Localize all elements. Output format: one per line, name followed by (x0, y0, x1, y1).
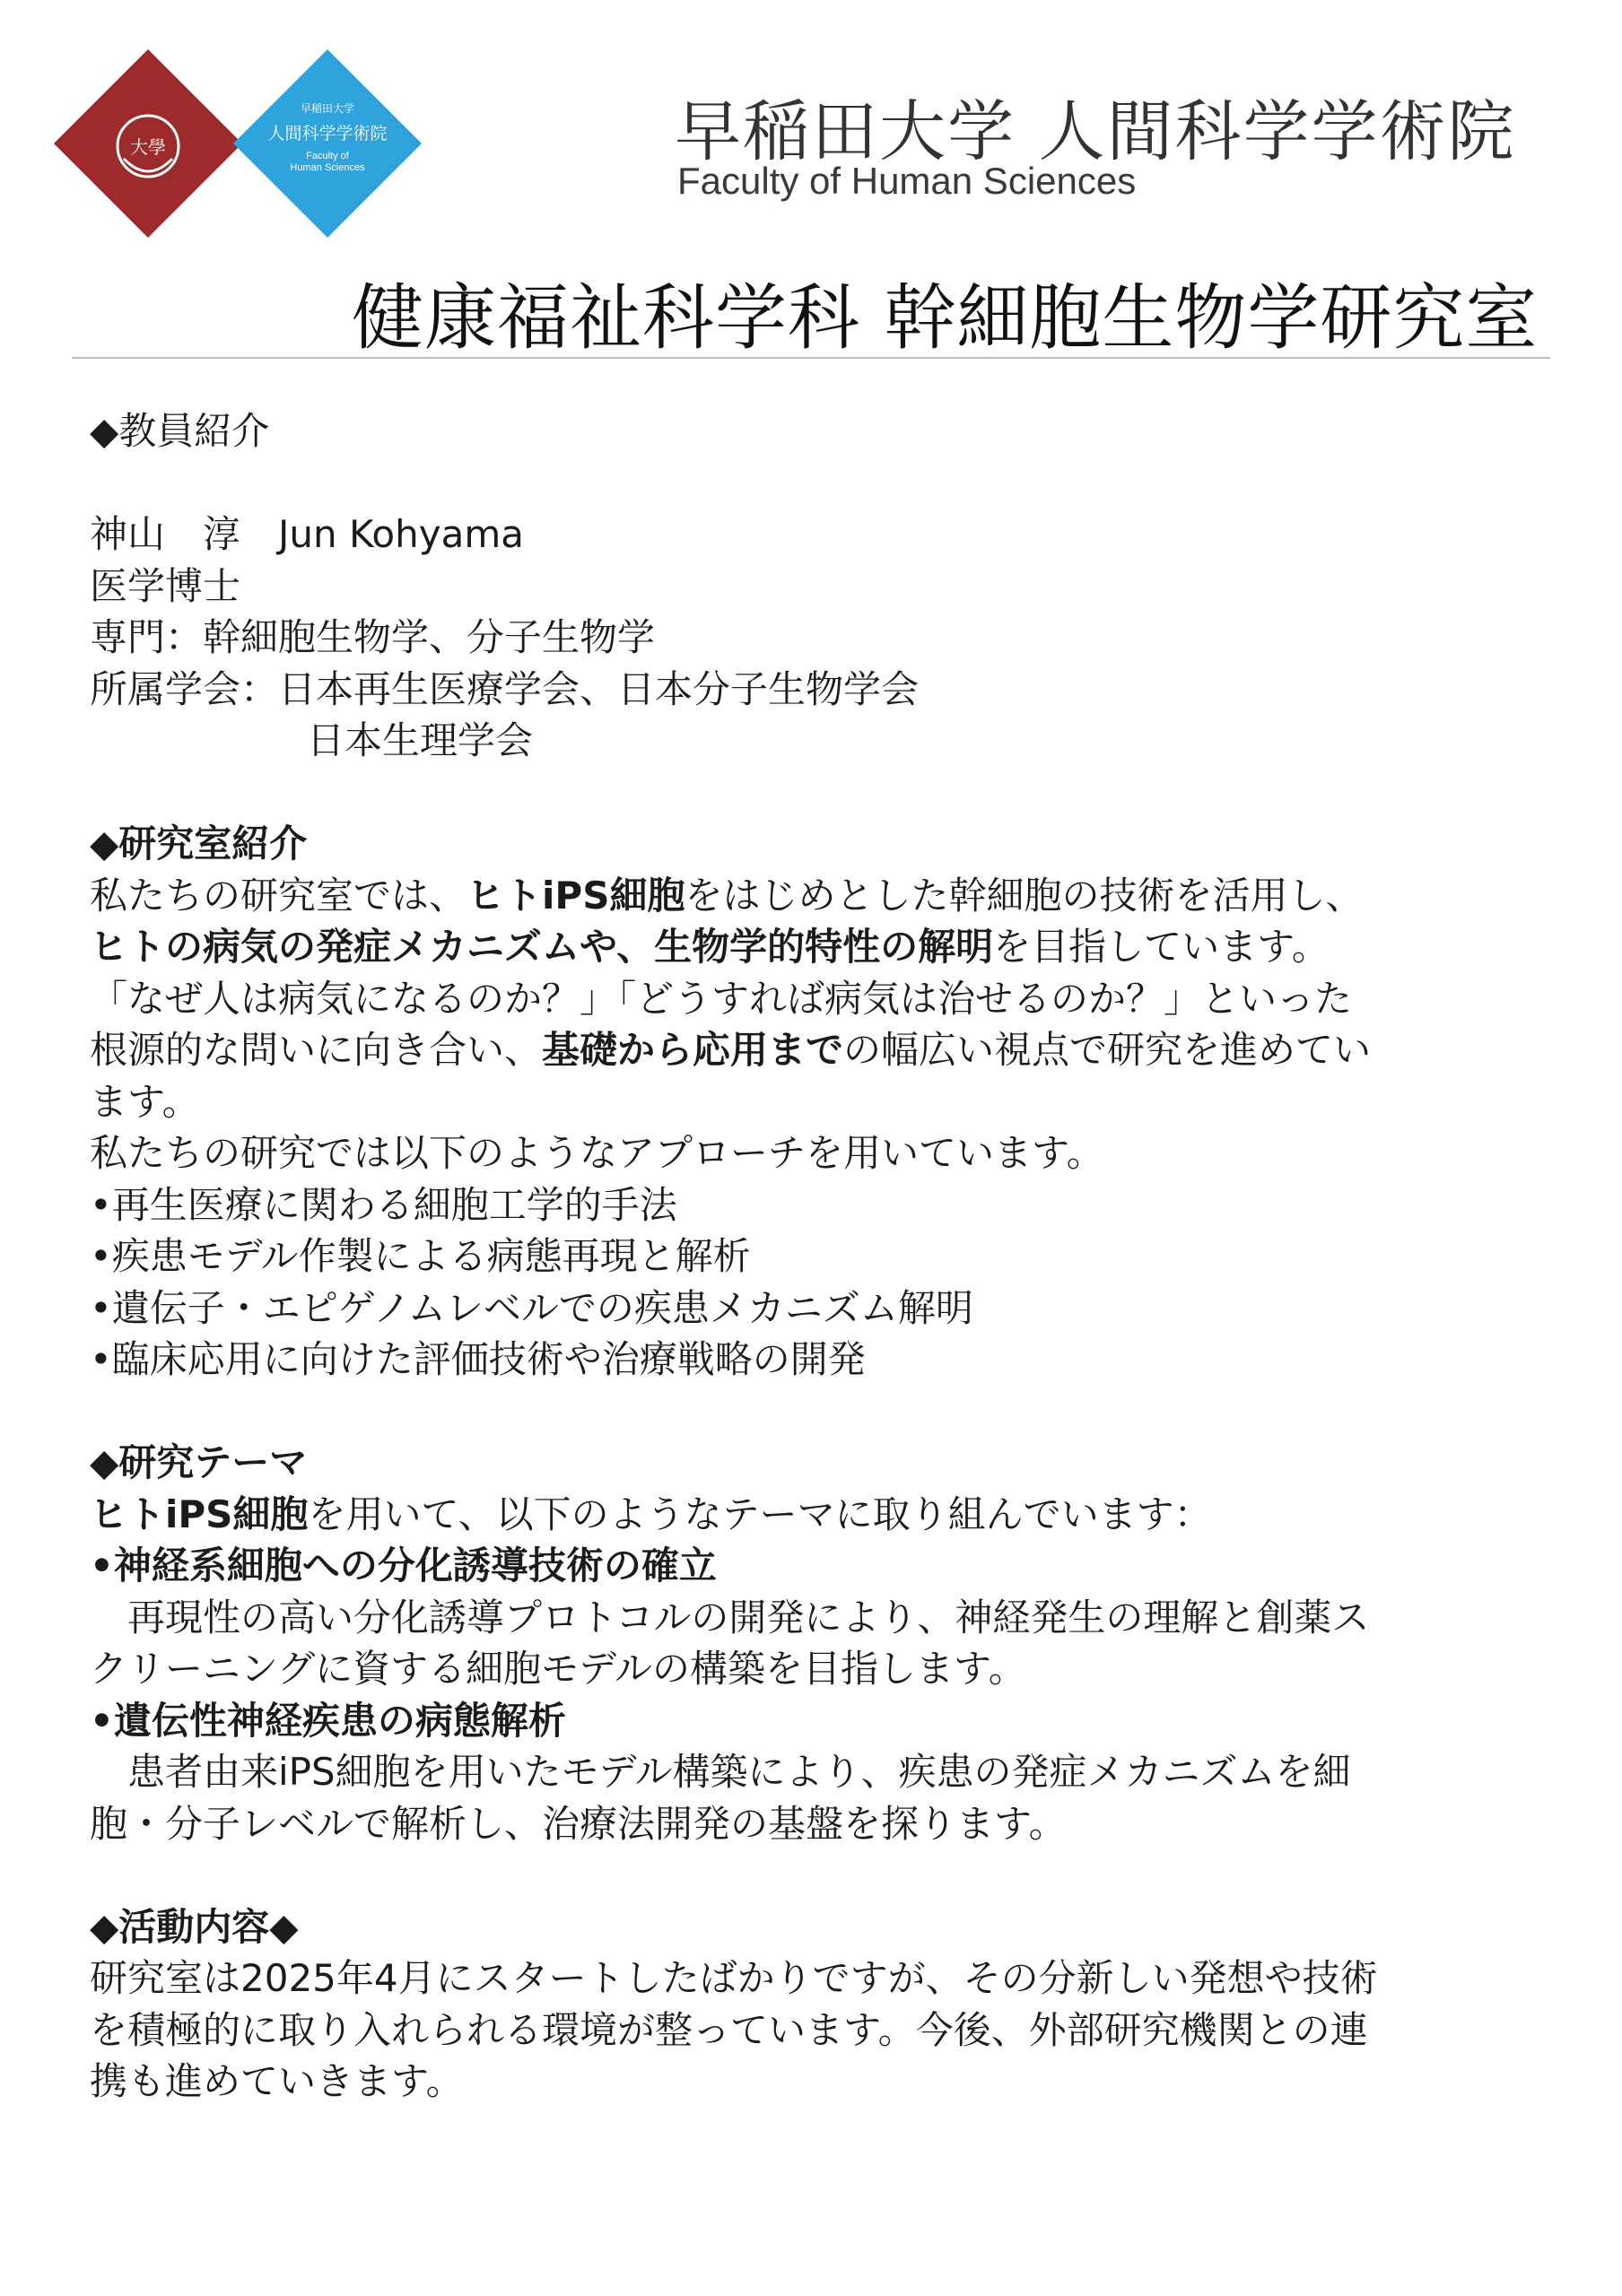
research-themes-heading: ◆研究テーマ (90, 1440, 308, 1484)
document-body (90, 405, 1552, 2108)
activities-text: 研究室は2025年4月にスタートしたばかりですが、その分新しい発想や技術 (90, 1956, 1378, 2000)
theme-title: •遺伝性神経疾患の病態解析 (90, 1698, 566, 1743)
research-themes-section (90, 1437, 1552, 1849)
university-name: 早稲田大学 人間科学学術院 (675, 93, 1516, 170)
lab-intro-paragraph-line: 「なぜ人は病気になるのか？」「どうすれば病気は治せるのか？」といった (90, 976, 1353, 1021)
theme-title: •神経系細胞への分化誘導技術の確立 (90, 1544, 717, 1587)
faculty-specialty: 専門：幹細胞生物学、分子生物学 (90, 615, 656, 659)
activities-section (90, 1901, 1552, 2108)
seal-text: 大學 (130, 136, 166, 158)
cyan-diamond (233, 49, 422, 238)
faculty-degree: 医学博士 (90, 563, 241, 608)
faculty-english-name: Faculty of Human Sciences (677, 160, 1137, 202)
approach-item: •臨床応用に向けた評価技術や治療戦略の開発 (90, 1337, 866, 1381)
activities-text: 携も進めていきます。 (90, 2059, 464, 2103)
theme-description: クリーニングに資する細胞モデルの構築を目指します。 (90, 1647, 1026, 1691)
approach-item: •遺伝子・エピゲノムレベルでの疾患メカニズム解明 (90, 1285, 973, 1330)
emphasis-mechanism: ヒトの病気の発症メカニズムや、生物学的特性の解明 (90, 925, 994, 969)
waseda-logo (54, 49, 431, 238)
lab-intro-paragraph-line: 私たちの研究室では、ヒトiPS細胞をはじめとした幹細胞の技術を活用し、 (90, 873, 1364, 918)
page-header (0, 0, 1622, 368)
theme-description: 胞・分子レベルで解析し、治療法開発の基盤を探ります。 (90, 1801, 1067, 1846)
emphasis-ips: ヒトiPS細胞 (467, 873, 685, 918)
faculty-societies-cont: 日本生理学会 (307, 718, 534, 762)
badge-en-2: Human Sciences (290, 162, 365, 173)
theme-description: 患者由来iPS細胞を用いたモデル構築により、疾患の発症メカニズムを細 (127, 1750, 1351, 1794)
activities-heading: ◆活動内容◆ (90, 1904, 299, 1949)
societies-label: 所属学会： (90, 666, 279, 711)
faculty-societies (90, 664, 1552, 716)
lab-intro-paragraph-line: 私たちの研究では以下のようなアプローチを用いています。 (90, 1131, 1104, 1175)
lab-intro-paragraph-line: 根源的な問いに向き合い、基礎から応用までの幅広い視点で研究を進めてい (90, 1028, 1372, 1072)
badge-small-text: 早稲田大学 (300, 102, 355, 115)
approach-item: •疾患モデル作製による病態再現と解析 (90, 1234, 751, 1278)
faculty-name: 神山 淳 Jun Kohyama (90, 512, 524, 556)
lab-intro-section (90, 818, 1552, 1386)
badge-en-1: Faculty of (306, 151, 349, 161)
approach-item: •再生医療に関わる細胞工学的手法 (90, 1182, 677, 1227)
emphasis-ips: ヒトiPS細胞 (90, 1492, 309, 1536)
activities-text: を積極的に取り入れられる環境が整っています。今後、外部研究機関との連 (90, 2007, 1368, 2052)
badge-main-text: 人間科学学術院 (267, 124, 388, 144)
faculty-intro-heading: ◆教員紹介 (90, 409, 270, 453)
themes-intro: ヒトiPS細胞を用いて、以下のようなテーマに取り組んでいます： (90, 1492, 1212, 1536)
lab-title: 健康福祉科学科 幹細胞生物学研究室 (352, 276, 1539, 360)
lab-intro-paragraph-line: ヒトの病気の発症メカニズムや、生物学的特性の解明を目指しています。 (90, 925, 1330, 969)
header-divider (72, 357, 1550, 359)
emphasis-basic-applied: 基礎から応用まで (542, 1028, 844, 1072)
societies-list: 日本再生医療学会、日本分子生物学会 (278, 666, 920, 711)
lab-intro-heading: ◆研究室紹介 (90, 822, 308, 865)
lab-intro-paragraph-line: ます。 (90, 1079, 200, 1124)
faculty-intro-section (90, 405, 1552, 767)
theme-description: 再現性の高い分化誘導プロトコルの開発により、神経発生の理解と創薬ス (127, 1595, 1370, 1639)
